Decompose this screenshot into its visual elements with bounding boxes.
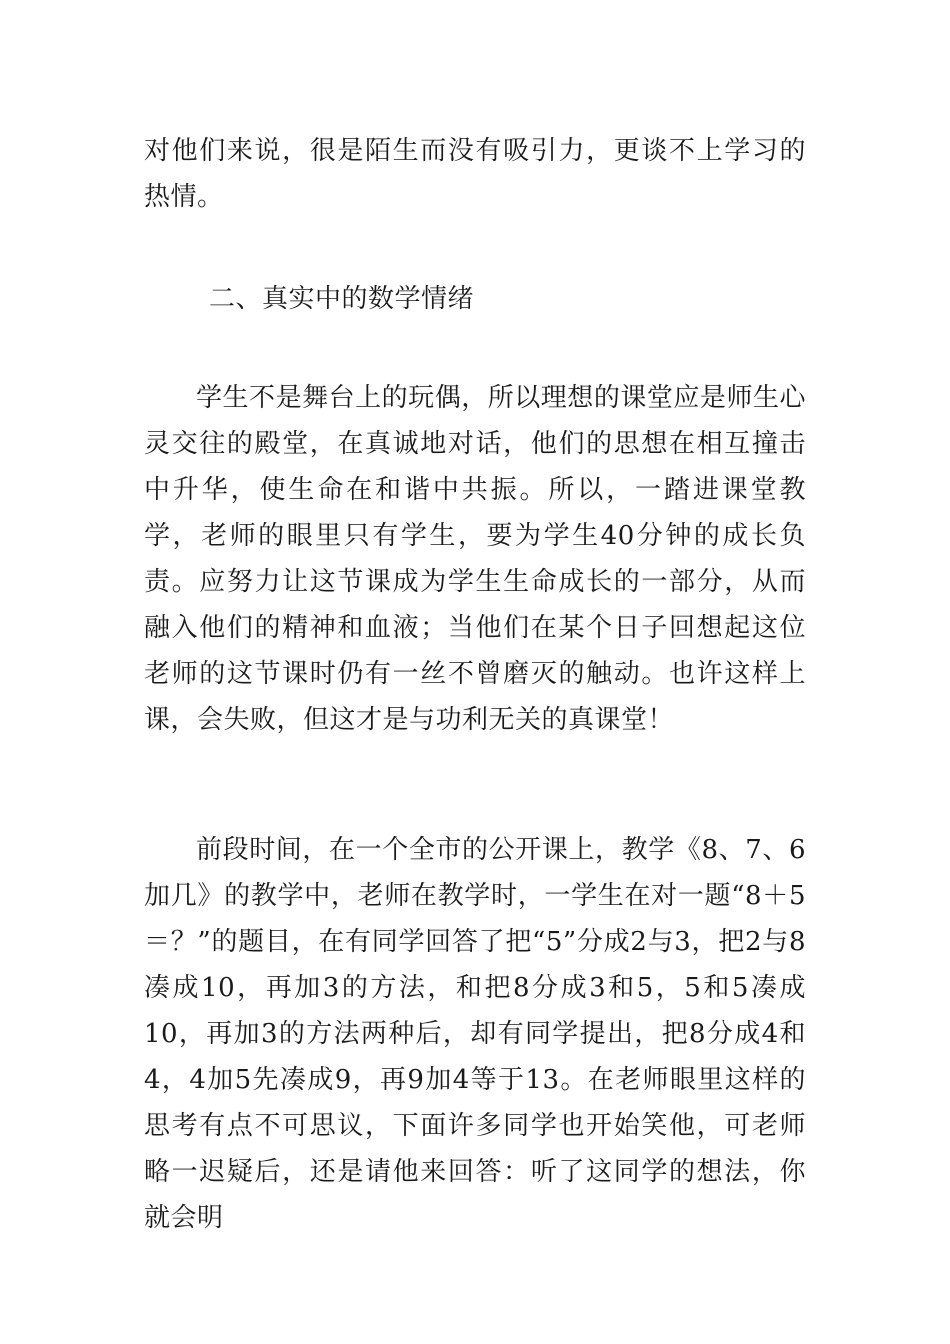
paragraph-public-lesson: 前段时间，在一个全市的公开课上，教学《8、7、6加几》的教学中，老师在教学时，一学生在对一题“8＋5＝？”的题目，在有同学回答了把“5”分成2与3，把2与8凑成10，再加3的方法，和把8分成3和5，5和5凑成10，再加3的方法两种后，却有同学提出，把8分成4和4，4加5先凑成9，再9加4等于13。在老师眼里这样的思考有点不可思议，下面许多同学也开始笑他，可老师略一迟疑后，还是请他来回答：听了这同学的想法，你就会明 xyxy=(144,835,806,1233)
paragraph-continuation: 对他们来说，很是陌生而没有吸引力，更谈不上学习的热情。 xyxy=(144,136,806,212)
paragraph-ideal-classroom: 学生不是舞台上的玩偶，所以理想的课堂应是师生心灵交往的殿堂，在真诚地对话，他们的思想在相互撞击中升华，使生命在和谐中共振。所以，一踏进课堂教学，老师的眼里只有学生，要为学生40分钟的成长负责。应努力让这节课成为学生生命成长的一部分，从而融入他们的精神和血液；当他们在某个日子回想起这位老师的这节课时仍有一丝不曾磨灭的触动。也许这样上课，会失败，但这才是与功利无关的真课堂！ xyxy=(144,383,806,735)
section-heading: 二、真实中的数学情绪 xyxy=(209,284,475,314)
